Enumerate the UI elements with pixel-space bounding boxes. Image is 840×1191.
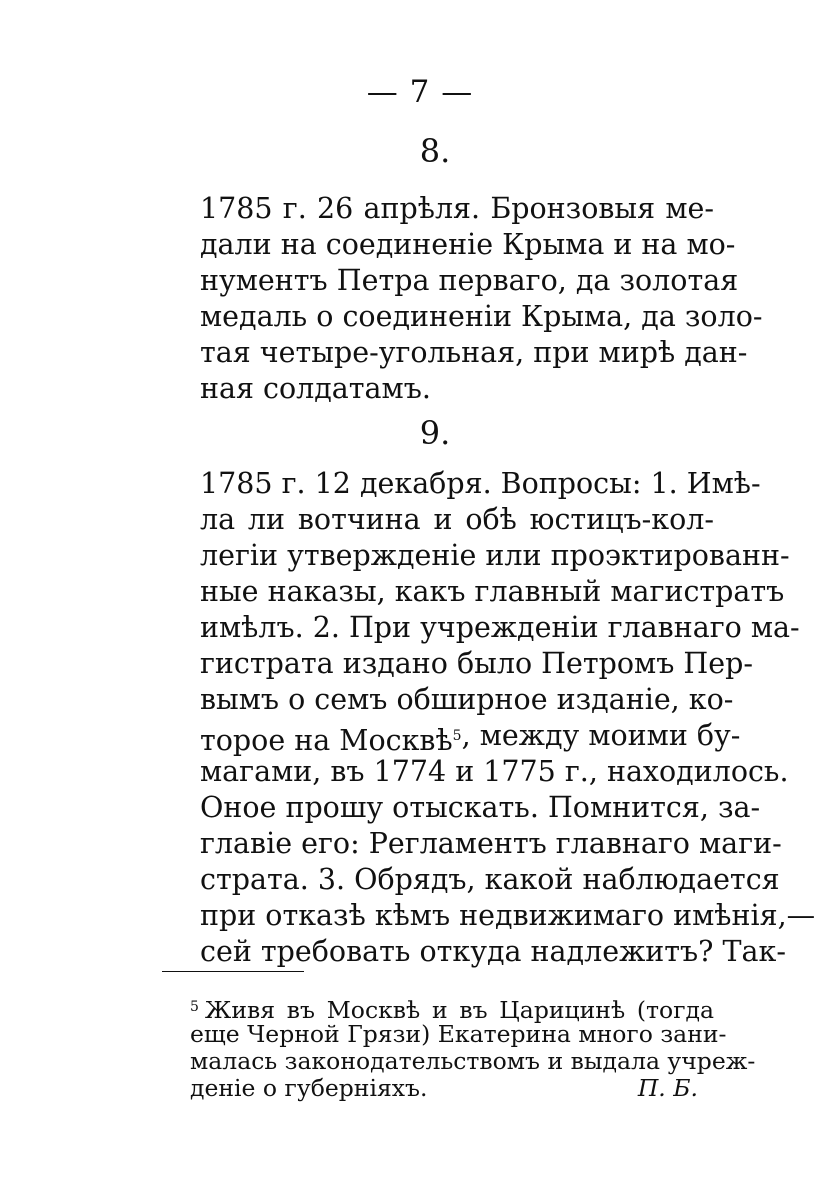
footnote-text: Живя въ Москвѣ и въ Царицинѣ (тогда [204, 996, 714, 1024]
text-line: 1785 г. 12 декабря. Вопросы: 1. Имѣ- [200, 467, 761, 500]
footnote-divider [162, 971, 304, 972]
text-line: дали на соединеніе Крыма и на мо- [200, 228, 736, 261]
footnote-line: малась законодательствомъ и выдала учреж- [190, 1047, 756, 1075]
text-line: 1785 г. 26 апрѣля. Бронзовыя ме- [200, 192, 714, 225]
text-line: вымъ о семъ обширное изданіе, ко- [200, 683, 734, 716]
footnote-marker: 5 [190, 999, 199, 1015]
text-line: сей требовать откуда надлежитъ? Так- [200, 935, 786, 968]
section-number-8: 8. [419, 132, 451, 170]
text-line: ные наказы, какъ главный магистратъ [200, 575, 785, 608]
text-fragment [200, 718, 462, 759]
footnote-text: деніе о губерніяхъ. [190, 1074, 428, 1102]
footnote-ref: 5 [452, 728, 462, 744]
text-line: тая четыре-угольная, при мирѣ дан- [200, 336, 748, 369]
footnote-line [190, 1075, 714, 1102]
text-line: при отказѣ кѣмъ недвижимаго имѣнія,— [200, 899, 816, 932]
footnote-line: еще Черной Грязи) Екатерина много зани- [190, 1020, 727, 1048]
text-line: Оное прошу отыскать. Помнится, за- [200, 791, 761, 824]
section-number-9: 9. [419, 414, 451, 452]
text-line: магами, въ 1774 и 1775 г., находилось. [200, 755, 789, 788]
text-line: страта. 3. Обрядъ, какой наблюдается [200, 863, 780, 896]
text-line: имѣлъ. 2. При учрежденіи главнаго ма- [200, 611, 800, 644]
text-line: легіи утвержденіе или проэктированн- [200, 539, 790, 572]
text-fragment: , между моими бу- [461, 719, 741, 752]
text-part: торое на Москвѣ [200, 724, 453, 757]
text-line: ная солдатамъ. [200, 372, 431, 405]
footnote-signature: П. Б. [637, 1074, 698, 1102]
text-line: нументъ Петра перваго, да золотая [200, 264, 739, 297]
text-line: медаль о соединеніи Крыма, да золо- [200, 300, 763, 333]
text-line: главіе его: Регламентъ главнаго маги- [200, 827, 782, 860]
text-line-with-note [200, 718, 741, 759]
page-number: — 7 — [366, 74, 474, 110]
text-line: гистрата издано было Петромъ Пер- [200, 647, 754, 680]
text-line: ла ли вотчина и обѣ юстицъ-кол- [200, 503, 714, 536]
